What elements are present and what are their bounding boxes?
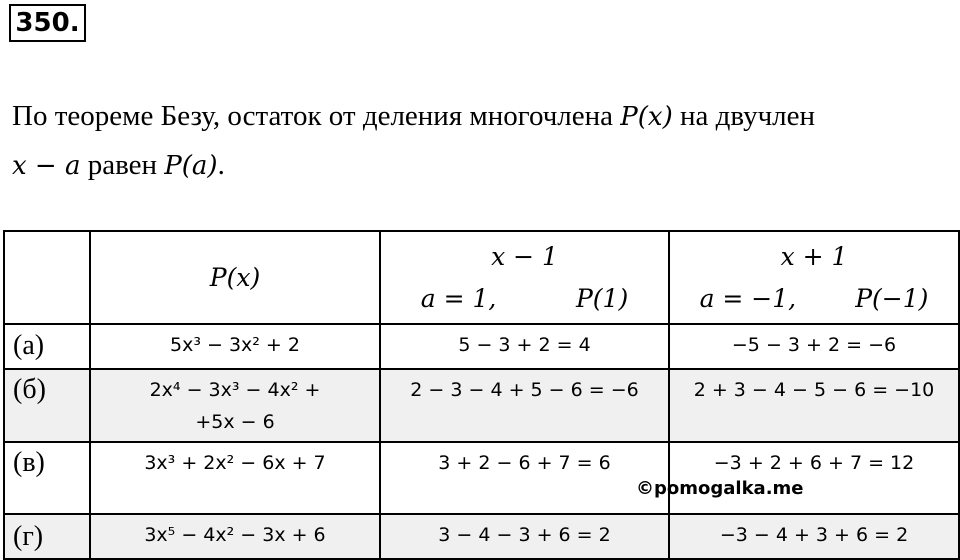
header-x-minus-1 bbox=[380, 231, 669, 324]
row-pm1: −3 + 2 + 6 + 7 = 12 bbox=[669, 442, 959, 515]
intro-text-2: на двучлен bbox=[672, 100, 816, 132]
row-pm1: −5 − 3 + 2 = −6 bbox=[669, 324, 959, 369]
header-px bbox=[90, 231, 380, 324]
row-polynomial-line1: 2x⁴ − 3x³ − 4x² + bbox=[149, 378, 321, 401]
intro-text-3: равен bbox=[80, 149, 165, 181]
header-x-minus-1-title: x − 1 bbox=[491, 241, 558, 271]
row-polynomial-line2: +5x − 6 bbox=[195, 410, 275, 433]
row-label: (б) bbox=[4, 369, 90, 442]
table-row bbox=[4, 514, 959, 559]
row-p1: 5 − 3 + 2 = 4 bbox=[380, 324, 669, 369]
intro-px: P(x) bbox=[620, 102, 673, 132]
header-px-text: P(x) bbox=[209, 262, 261, 292]
intro-paragraph bbox=[12, 92, 952, 190]
header-a-minus-1: a = −1, bbox=[699, 283, 797, 313]
intro-pa: P(a) bbox=[164, 151, 218, 181]
header-a-1: a = 1, bbox=[420, 283, 497, 313]
intro-text-1: По теореме Безу, остаток от деления многочлена bbox=[12, 100, 621, 132]
intro-xa: x − a bbox=[12, 151, 81, 181]
row-pm1: −3 − 4 + 3 + 6 = 2 bbox=[669, 514, 959, 559]
remainder-table bbox=[3, 230, 960, 560]
header-x-plus-1-title: x + 1 bbox=[780, 241, 848, 271]
row-p1: 2 − 3 − 4 + 5 − 6 = −6 bbox=[380, 369, 669, 442]
row-p1: 3 − 4 − 3 + 6 = 2 bbox=[380, 514, 669, 559]
table-row bbox=[4, 369, 959, 442]
row-p1: 3 + 2 − 6 + 7 = 6 bbox=[380, 442, 669, 515]
row-polynomial: 3x⁵ − 4x² − 3x + 6 bbox=[90, 514, 380, 559]
problem-number: 350. bbox=[9, 4, 86, 42]
header-pm1: P(−1) bbox=[855, 283, 929, 313]
row-polynomial: 3x³ + 2x² − 6x + 7 bbox=[90, 442, 380, 515]
row-label: (а) bbox=[4, 324, 90, 369]
watermark: ©pomogalka.me bbox=[636, 478, 804, 499]
intro-text-4: . bbox=[217, 149, 225, 181]
table-row bbox=[4, 442, 959, 515]
row-label: (в) bbox=[4, 442, 90, 515]
header-empty-cell bbox=[4, 231, 90, 324]
header-p1: P(1) bbox=[575, 283, 629, 313]
table-row bbox=[4, 324, 959, 369]
row-polynomial: 5x³ − 3x² + 2 bbox=[90, 324, 380, 369]
header-row bbox=[4, 231, 959, 324]
row-pm1: 2 + 3 − 4 − 5 − 6 = −10 bbox=[669, 369, 959, 442]
header-x-plus-1 bbox=[669, 231, 959, 324]
row-label: (г) bbox=[4, 514, 90, 559]
row-polynomial bbox=[90, 369, 380, 442]
